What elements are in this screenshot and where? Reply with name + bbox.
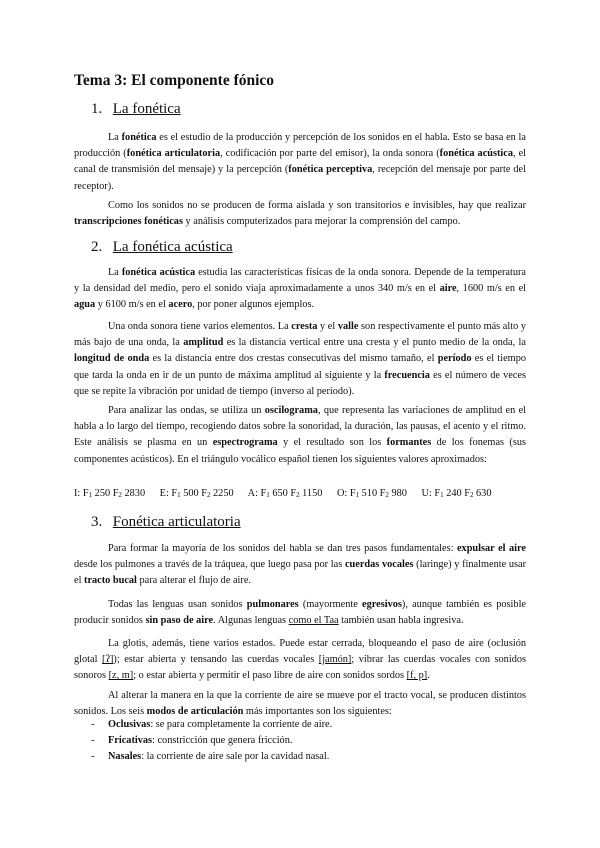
formant-i: I: $F_1$ 250 $F_2$ 2830 — [74, 488, 146, 499]
list-item: - Oclusivas: se para completamente la corriente de aire. — [91, 719, 333, 730]
paragraph-onda-sonora: Una onda sonora tiene varios elementos. La cresta y el valle son respectivamente el punto más alto y más bajo de una onda, la amplitud es la distancia vertical entre una cresta y el punto medio de la onda, la longitud de onda es la distancia entre dos crestas consecutivas del mismo tamaño, el período es el tiempo que tarda la onda en ir de un punto de máxima amplitud al siguiente y la frecuencia es el número de veces que se repite la vibración por unidad de tiempo (inverso al período). — [74, 321, 527, 397]
list-item: - Nasales: la corriente de aire sale por la cavidad nasal. — [91, 751, 330, 762]
paragraph-pasos-fundamentales: Para formar la mayoría de los sonidos del habla se dan tres pasos fundamentales: expulsar el aire desde los pulmones a través de la tráquea, que luego pasa por las cuerdas vocales (laringe) y finalmente usar el tracto bucal para alterar el flujo de aire. — [74, 543, 527, 587]
section-label: La fonética — [112, 101, 181, 117]
paragraph-modos-articulacion: Al alterar la manera en la que la corriente de aire se mueve por el tracto vocal, se producen distintos sonidos. Los seis modos de articulación más importantes son los siguientes: — [74, 690, 526, 718]
paragraph-glotis: La glotis, además, tiene varios estados. Puede estar cerrada, bloqueando el paso de aire (oclusión glotal [ʔ]); estar abierta y tensando las cuerdas vocales [jamón]; vibrar las cuerdas vocales con sonidos sonoros [z, m]; o estar abierta y permitir el paso libre de aire con sonidos sordos [f, p]. — [74, 638, 526, 682]
list-item: - Fricativas: constricción que genera fricción. — [91, 735, 293, 746]
formant-values-line — [74, 488, 534, 499]
paragraph-oscilograma: Para analizar las ondas, se utiliza un oscilograma, que representa las variaciones de amplitud en el habla a lo largo del tiempo, recogiendo datos sobre la sonoridad, la duración, las pausas, el acento y el ritmo. Este análisis se plasma en un espectrograma y el resultado son los formantes de los fonemas (sus componentes acústicos). En el triángulo vocálico español tienen los siguientes valores aproximados: — [74, 405, 526, 465]
formant-a: A: $F_1$ 650 $F_2$ 1150 — [247, 488, 323, 499]
section-number: 1. — [91, 101, 103, 117]
formant-e: E: $F_1$ 500 $F_2$ 2250 — [159, 488, 234, 499]
formant-o: O: $F_1$ 510 $F_2$ 980 — [336, 488, 407, 499]
paragraph-pulmonares: Todas las lenguas usan sonidos pulmonares (mayormente egresivos), aunque también es posible producir sonidos sin paso de aire. Algunas lenguas como el Taa también usan habla ingresiva. — [74, 599, 527, 627]
section-heading-3 — [91, 514, 241, 531]
document-title: Tema 3: El componente fónico — [74, 72, 275, 89]
articulation-modes-list — [74, 717, 526, 765]
section-heading-1 — [91, 101, 181, 118]
section-number: 2. — [91, 239, 103, 255]
section-label: La fonética acústica — [112, 239, 233, 255]
paragraph-fonetica-intro: La fonética es el estudio de la producción y percepción de los sonidos en el habla. Esto se basa en la producción (fonética articulatoria, codificación por parte del emisor), la onda sonora (fonética acústica, el canal de transmisión del mensaje) y la percepción (fonética perceptiva, recepción del mensaje por parte del receptor). — [74, 132, 527, 192]
paragraph-transcripciones: Como los sonidos no se producen de forma aislada y son transitorios e invisibles, hay que realizar transcripciones fonéticas y análisis computerizados para mejorar la comprensión del campo. — [74, 200, 526, 228]
formant-u: U: $F_1$ 240 $F_2$ 630 — [421, 488, 492, 499]
section-label: Fonética articulatoria — [112, 514, 241, 530]
section-number: 3. — [91, 514, 103, 530]
paragraph-acustica: La fonética acústica estudia las características físicas de la onda sonora. Depende de la temperatura y la densidad del medio, pero el sonido viaja aproximadamente a unos 340 m/s en el aire, 1600 m/s en el agua y 6100 m/s en el acero, por poner algunos ejemplos. — [74, 267, 527, 311]
section-heading-2 — [91, 239, 233, 256]
taa-link: como el Taa — [288, 615, 339, 627]
